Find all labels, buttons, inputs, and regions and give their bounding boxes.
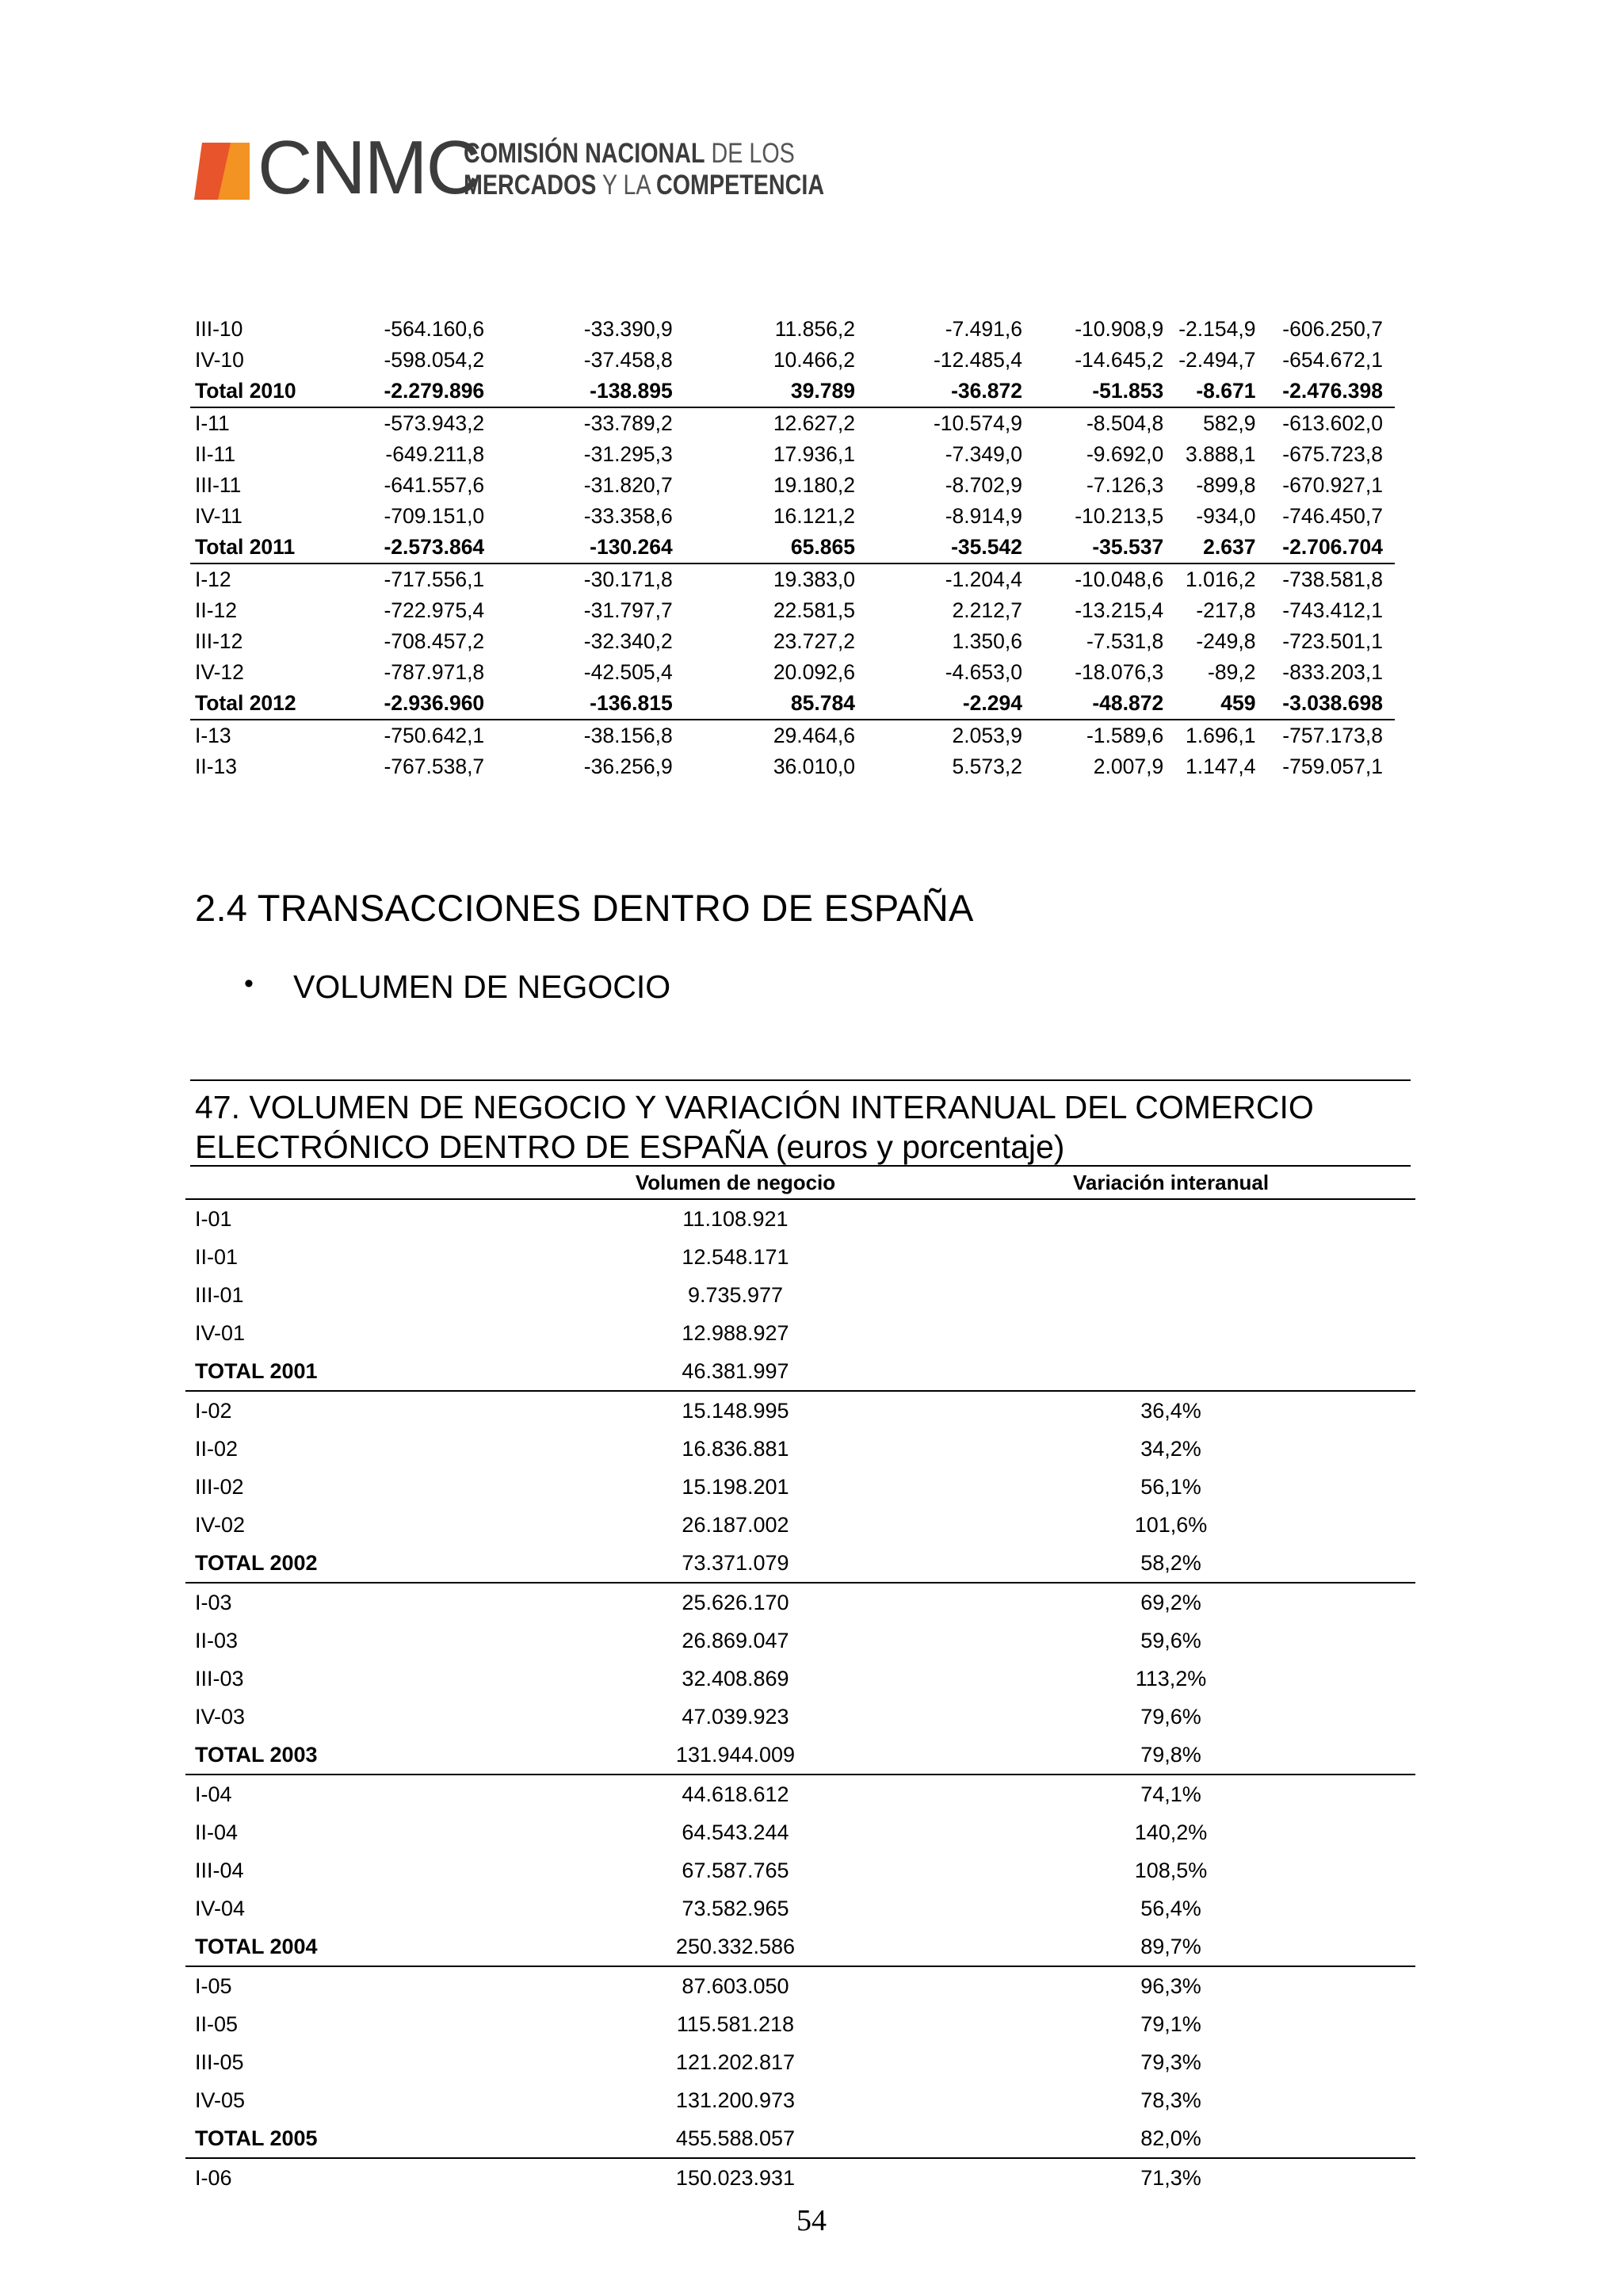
table-cell: 459 — [1175, 688, 1265, 720]
table-cell: -48.872 — [1050, 688, 1175, 720]
table-cell: II-05 — [195, 2011, 239, 2036]
table-cell: -217,8 — [1196, 598, 1256, 622]
table-row — [185, 2081, 1415, 2119]
cnmc-logo — [194, 125, 828, 210]
table-cell: -767.538,7 — [384, 755, 485, 778]
table-cell: -7.126,3 — [1086, 473, 1164, 497]
table-cell: -130.264 — [540, 532, 719, 563]
table-cell: III-02 — [195, 1474, 244, 1499]
table-cell: III-12 — [195, 629, 243, 653]
table-row — [185, 2043, 1415, 2081]
table-cell: -31.797,7 — [583, 598, 673, 622]
table-cell: 115.581.218 — [676, 2011, 795, 2036]
table-cell: -4.653,0 — [945, 660, 1022, 684]
table-cell: 11.856,2 — [774, 317, 855, 341]
table-cell: -2.154,9 — [1178, 317, 1256, 341]
table-cell: TOTAL 2002 — [185, 1544, 544, 1583]
table-cell: 12.548.171 — [682, 1244, 789, 1269]
table-cell: 39.789 — [719, 376, 901, 407]
table-cell: 26.187.002 — [682, 1512, 789, 1537]
table-row — [185, 1736, 1415, 1775]
table-cell: 73.371.079 — [544, 1544, 926, 1583]
table-cell: I-03 — [195, 1590, 232, 1614]
table-cell: Total 2010 — [190, 376, 309, 407]
table-row — [190, 407, 1395, 439]
table-cell: 59,6% — [1140, 1628, 1201, 1652]
table-cell: -723.501,1 — [1282, 629, 1383, 653]
table-cell: -573.943,2 — [384, 411, 485, 435]
table-cell: -722.975,4 — [384, 598, 485, 622]
table-row — [185, 2158, 1415, 2197]
table-cell: -138.895 — [540, 376, 719, 407]
table-cell: 2.053,9 — [952, 724, 1022, 747]
table-cell: IV-10 — [195, 348, 244, 372]
table-cell: -3.038.698 — [1265, 688, 1395, 720]
table-cell: 1.016,2 — [1186, 567, 1256, 591]
table-cell: 56,4% — [1140, 1896, 1201, 1920]
table-cell: -1.204,4 — [945, 567, 1022, 591]
table-cell: 2.212,7 — [952, 598, 1022, 622]
table-cell: 108,5% — [1134, 1858, 1208, 1882]
table-row — [190, 657, 1395, 688]
table-cell: -899,8 — [1196, 473, 1256, 497]
table-cell: -35.542 — [901, 532, 1050, 563]
table-cell: III-01 — [195, 1282, 244, 1307]
table-cell: IV-02 — [195, 1512, 246, 1537]
table-cell: -12.485,4 — [933, 348, 1022, 372]
table-row — [185, 1238, 1415, 1276]
table-row — [190, 439, 1395, 470]
table-cell: 455.588.057 — [544, 2119, 926, 2158]
table-cell: 11.108.921 — [682, 1206, 789, 1231]
table-row — [190, 532, 1395, 563]
table-row — [190, 345, 1395, 376]
bullet-text: VOLUMEN DE NEGOCIO — [293, 968, 671, 1005]
table-cell: -31.820,7 — [583, 473, 673, 497]
table-cell: -14.645,2 — [1075, 348, 1164, 372]
table-cell: 34,2% — [1140, 1436, 1201, 1461]
table-cell: II-02 — [195, 1436, 239, 1461]
table-cell: IV-04 — [195, 1896, 246, 1920]
table-cell: I-12 — [195, 567, 231, 591]
table-row — [185, 1813, 1415, 1851]
table-cell: -42.505,4 — [583, 660, 673, 684]
table-cell: 79,1% — [1140, 2011, 1201, 2036]
table-cell: 79,8% — [926, 1736, 1415, 1775]
table-cell: -32.340,2 — [583, 629, 673, 653]
table-header-row — [185, 1167, 1415, 1199]
table-cell: I-05 — [195, 1973, 232, 1998]
table-row — [190, 563, 1395, 595]
table-cell: -654.672,1 — [1282, 348, 1383, 372]
table-row — [185, 1506, 1415, 1544]
table-cell: 96,3% — [1140, 1973, 1201, 1998]
table-cell: 89,7% — [926, 1927, 1415, 1966]
table-cell: III-04 — [195, 1858, 244, 1882]
table-cell: -670.927,1 — [1282, 473, 1383, 497]
table-row — [185, 1775, 1415, 1813]
table-cell: -136.815 — [540, 688, 719, 720]
table-47 — [185, 1167, 1415, 2197]
table-cell: 78,3% — [1140, 2088, 1201, 2112]
table-cell: TOTAL 2003 — [185, 1736, 544, 1775]
table-cell: -33.789,2 — [583, 411, 673, 435]
table-cell: -31.295,3 — [583, 442, 673, 466]
table-cell: 67.587.765 — [682, 1858, 789, 1882]
table-cell: -7.491,6 — [945, 317, 1022, 341]
table-row — [185, 1391, 1415, 1430]
table-cell: IV-11 — [195, 504, 242, 528]
table-cell: I-04 — [195, 1782, 232, 1806]
table-cell: I-06 — [195, 2165, 232, 2190]
table-row — [190, 470, 1395, 501]
table-row — [185, 1199, 1415, 1238]
table-cell: TOTAL 2001 — [185, 1352, 544, 1391]
table-cell: 19.383,0 — [773, 567, 855, 591]
table-cell: 69,2% — [1140, 1590, 1201, 1614]
table-cell: 150.023.931 — [675, 2165, 796, 2190]
table-row — [190, 595, 1395, 626]
table-cell: -35.537 — [1050, 532, 1175, 563]
table-cell — [926, 1199, 1415, 1238]
table-cell — [926, 1352, 1415, 1391]
table-row — [185, 1544, 1415, 1583]
table-cell: -833.203,1 — [1282, 660, 1383, 684]
table-cell: II-04 — [195, 1820, 239, 1844]
section-heading: 2.4 TRANSACCIONES DENTRO DE ESPAÑA — [195, 887, 974, 929]
table-row — [190, 626, 1395, 657]
table-cell: 56,1% — [1140, 1474, 1201, 1499]
table-cell: I-11 — [195, 411, 230, 435]
table-47-title: 47. VOLUMEN DE NEGOCIO Y VARIACIÓN INTERANUAL DEL COMERCIO ELECTRÓNICO DENTRO DE ESPAÑA (euros y porcentaje) — [190, 1079, 1411, 1167]
table-cell: 64.543.244 — [682, 1820, 789, 1844]
table-cell: 29.464,6 — [773, 724, 855, 747]
table-row — [185, 1851, 1415, 1889]
table-cell: Total 2012 — [190, 688, 309, 720]
table-cell: -746.450,7 — [1282, 504, 1383, 528]
table-cell: 2.637 — [1175, 532, 1265, 563]
table-cell: 16.836.881 — [682, 1436, 789, 1461]
table-cell: -717.556,1 — [384, 567, 485, 591]
table-row — [190, 688, 1395, 720]
table-cell: 1.147,4 — [1186, 755, 1256, 778]
table-cell: -38.156,8 — [583, 724, 673, 747]
table-cell: I-02 — [195, 1398, 232, 1423]
logo-abbreviation: CNMC — [258, 125, 479, 210]
table-cell: 32.408.869 — [682, 1666, 789, 1690]
table-cell — [926, 1276, 1415, 1314]
table-cell: TOTAL 2005 — [185, 2119, 544, 2158]
table-cell: -33.358,6 — [583, 504, 673, 528]
column-header — [185, 1167, 544, 1199]
bullet-icon: • — [244, 968, 254, 999]
table-cell: 101,6% — [1134, 1512, 1208, 1537]
table-cell: II-11 — [195, 442, 236, 466]
table-row — [185, 1966, 1415, 2005]
table-cell: 79,6% — [1140, 1704, 1201, 1729]
column-header-variacion: Variación interanual — [926, 1167, 1415, 1199]
continued-table — [190, 314, 1395, 782]
table-cell: -598.054,2 — [384, 348, 485, 372]
table-cell: 17.936,1 — [773, 442, 855, 466]
table-cell: IV-03 — [195, 1704, 246, 1729]
table-row — [185, 1583, 1415, 1622]
table-cell: 140,2% — [1134, 1820, 1208, 1844]
table-cell: 16.121,2 — [773, 504, 855, 528]
table-cell: -2.294 — [901, 688, 1050, 720]
table-row — [185, 1698, 1415, 1736]
table-cell: 46.381.997 — [544, 1352, 926, 1391]
table-cell: -641.557,6 — [384, 473, 485, 497]
table-row — [190, 501, 1395, 532]
table-cell: TOTAL 2004 — [185, 1927, 544, 1966]
table-cell: -2.494,7 — [1178, 348, 1256, 372]
table-cell: 44.618.612 — [682, 1782, 789, 1806]
table-cell: 74,1% — [1140, 1782, 1201, 1806]
table-row — [190, 314, 1395, 345]
table-cell: 1.350,6 — [952, 629, 1022, 653]
table-cell: -606.250,7 — [1282, 317, 1383, 341]
table-cell: 15.148.995 — [682, 1398, 789, 1423]
table-cell: -8.702,9 — [945, 473, 1022, 497]
table-row — [185, 2119, 1415, 2158]
table-cell: 12.988.927 — [682, 1320, 789, 1345]
table-row — [190, 376, 1395, 407]
table-cell — [926, 1238, 1415, 1276]
table-cell: -7.531,8 — [1086, 629, 1164, 653]
table-cell: 113,2% — [1135, 1666, 1207, 1690]
table-row — [185, 2005, 1415, 2043]
table-cell: -564.160,6 — [384, 317, 485, 341]
table-cell: -18.076,3 — [1075, 660, 1164, 684]
table-cell: 9.735.977 — [687, 1282, 784, 1307]
table-cell: -2.706.704 — [1265, 532, 1395, 563]
table-cell: 87.603.050 — [682, 1973, 789, 1998]
table-cell: 2.007,9 — [1093, 755, 1164, 778]
table-cell: II-03 — [195, 1628, 239, 1652]
table-cell: -36.872 — [901, 376, 1050, 407]
table-cell: 131.200.973 — [675, 2088, 796, 2112]
table-row — [185, 1430, 1415, 1468]
logo-full-name: COMISIÓN NACIONAL DE LOS MERCADOS Y LA COMPETENCIA — [464, 138, 825, 201]
table-cell: -10.048,6 — [1075, 567, 1164, 591]
table-cell: -2.573.864 — [309, 532, 540, 563]
table-cell: 58,2% — [926, 1544, 1415, 1583]
table-cell: III-11 — [195, 473, 242, 497]
table-row — [185, 1352, 1415, 1391]
table-cell: IV-01 — [195, 1320, 246, 1345]
table-cell: 25.626.170 — [682, 1590, 789, 1614]
table-cell: 85.784 — [719, 688, 901, 720]
table-cell: -36.256,9 — [583, 755, 673, 778]
table-cell: -675.723,8 — [1282, 442, 1383, 466]
table-cell: -33.390,9 — [583, 317, 673, 341]
table-cell: -787.971,8 — [384, 660, 485, 684]
table-row — [190, 751, 1395, 782]
table-cell: 65.865 — [719, 532, 901, 563]
table-row — [185, 1276, 1415, 1314]
table-row — [185, 1622, 1415, 1660]
table-cell: -8.504,8 — [1086, 411, 1164, 435]
table-cell: -613.602,0 — [1282, 411, 1383, 435]
table-cell: II-12 — [195, 598, 238, 622]
table-cell: 19.180,2 — [773, 473, 855, 497]
table-cell: 5.573,2 — [952, 755, 1022, 778]
table-cell: II-13 — [195, 755, 238, 778]
table-row — [185, 1468, 1415, 1506]
table-cell: -13.215,4 — [1075, 598, 1164, 622]
table-row — [190, 720, 1395, 751]
table-cell: IV-12 — [195, 660, 244, 684]
table-cell: III-03 — [195, 1666, 244, 1690]
table-cell: 1.696,1 — [1186, 724, 1256, 747]
table-cell: 15.198.201 — [682, 1474, 789, 1499]
table-cell: -89,2 — [1208, 660, 1256, 684]
table-cell: 23.727,2 — [773, 629, 855, 653]
table-cell: -10.908,9 — [1075, 317, 1164, 341]
cnmc-logo-icon — [194, 143, 250, 200]
table-cell: -759.057,1 — [1282, 755, 1383, 778]
table-cell: -10.574,9 — [933, 411, 1022, 435]
table-cell: -10.213,5 — [1075, 504, 1164, 528]
table-cell: 36.010,0 — [773, 755, 855, 778]
table-cell: 121.202.817 — [675, 2050, 796, 2074]
table-cell: -9.692,0 — [1086, 442, 1164, 466]
table-cell: 20.092,6 — [773, 660, 855, 684]
table-cell: -709.151,0 — [384, 504, 485, 528]
table-cell: 3.888,1 — [1186, 442, 1256, 466]
table-cell: -757.173,8 — [1282, 724, 1383, 747]
table-cell: I-13 — [195, 724, 231, 747]
table-cell: IV-05 — [195, 2088, 246, 2112]
table-row — [185, 1314, 1415, 1352]
table-cell: -51.853 — [1050, 376, 1175, 407]
table-cell: -7.349,0 — [945, 442, 1022, 466]
table-cell: -649.211,8 — [385, 442, 485, 466]
table-cell — [926, 1314, 1415, 1352]
table-cell: -743.412,1 — [1282, 598, 1383, 622]
table-cell: III-05 — [195, 2050, 244, 2074]
table-cell: -1.589,6 — [1086, 724, 1164, 747]
table-cell: 82,0% — [926, 2119, 1415, 2158]
table-cell: 131.944.009 — [544, 1736, 926, 1775]
table-cell: -249,8 — [1196, 629, 1256, 653]
table-row — [185, 1927, 1415, 1966]
table-cell: -934,0 — [1196, 504, 1256, 528]
table-cell: -37.458,8 — [583, 348, 673, 372]
page-number: 54 — [796, 2204, 827, 2237]
table-cell: 26.869.047 — [682, 1628, 789, 1652]
table-cell: 73.582.965 — [682, 1896, 789, 1920]
table-cell: 47.039.923 — [682, 1704, 789, 1729]
table-cell: Total 2011 — [190, 532, 309, 563]
table-cell: III-10 — [195, 317, 243, 341]
table-cell: I-01 — [195, 1206, 232, 1231]
table-cell: -708.457,2 — [384, 629, 485, 653]
table-cell: 71,3% — [1140, 2165, 1201, 2190]
table-cell: -8.914,9 — [945, 504, 1022, 528]
table-cell: 22.581,5 — [773, 598, 855, 622]
table-cell: II-01 — [195, 1244, 239, 1269]
table-cell: -2.476.398 — [1265, 376, 1395, 407]
table-cell: 250.332.586 — [544, 1927, 926, 1966]
column-header-volumen: Volumen de negocio — [544, 1167, 926, 1199]
table-row — [185, 1660, 1415, 1698]
table-cell: 36,4% — [1140, 1398, 1201, 1423]
table-cell: -30.171,8 — [583, 567, 673, 591]
table-cell: 10.466,2 — [773, 348, 855, 372]
table-cell: -738.581,8 — [1282, 567, 1383, 591]
table-cell: -2.936.960 — [309, 688, 540, 720]
table-cell: 12.627,2 — [773, 411, 855, 435]
table-cell: -750.642,1 — [384, 724, 485, 747]
table-row — [185, 1889, 1415, 1927]
table-cell: 582,9 — [1203, 411, 1256, 435]
table-cell: 79,3% — [1140, 2050, 1201, 2074]
table-cell: -8.671 — [1175, 376, 1265, 407]
table-cell: -2.279.896 — [309, 376, 540, 407]
